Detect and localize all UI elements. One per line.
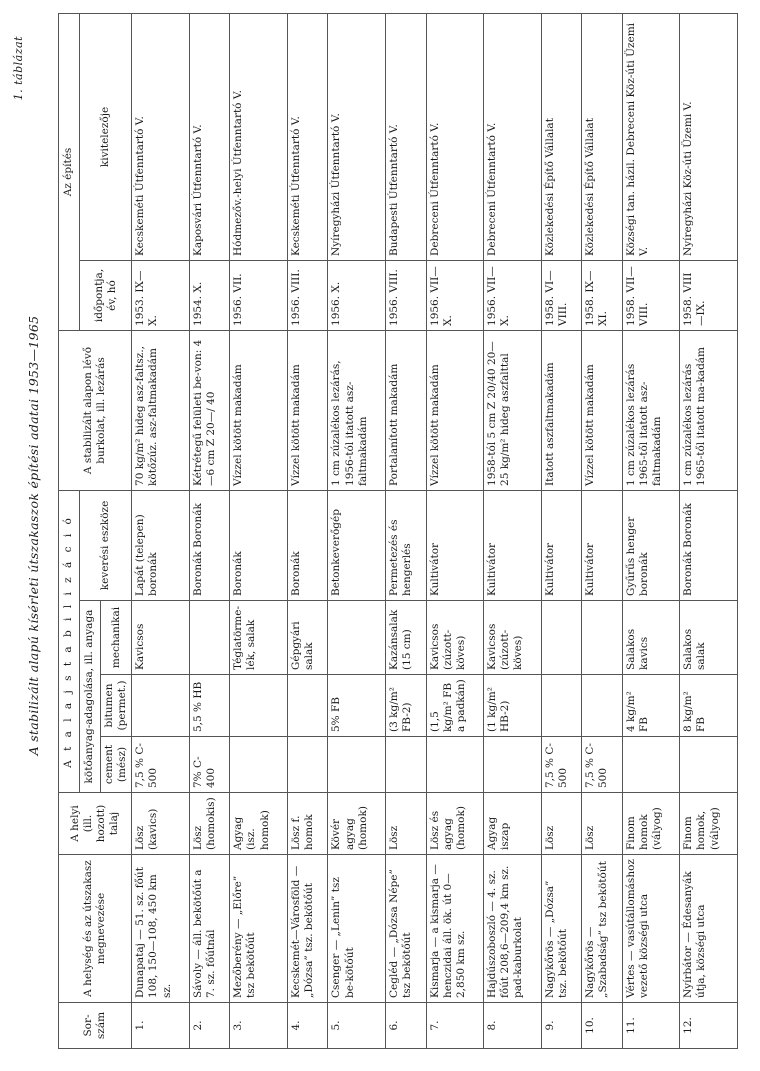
cell-mechanical: Salakos salak (680, 601, 738, 675)
cell-no: 8. (484, 1003, 542, 1049)
cell-bitumen: 5,5 % HB (189, 675, 230, 737)
table-title: A stabilizált alapú kísérleti útszakaszok építési adatai 1953—1965 (26, 315, 41, 756)
cell-date: 1958. VIII—IX. (680, 260, 738, 330)
table-row (287, 13, 328, 1048)
cell-mechanical (328, 601, 386, 675)
cell-soil: Lösz (541, 793, 582, 855)
cell-mixing: Lapát (telepen) boronák (132, 490, 190, 600)
cell-contractor: Debreceni Útfenntartó V. (484, 13, 542, 260)
cell-cement (426, 737, 484, 793)
cell-cement: 7,5 % C-500 (132, 737, 190, 793)
cell-no: 4. (287, 1003, 328, 1049)
cell-date: 1956. VII—X. (426, 260, 484, 330)
header-bitumen: bitumen (permet.) (101, 675, 132, 737)
cell-contractor: Községi tan. házil. Debreceni Köz-úti Üzemi V. (622, 13, 680, 260)
cell-contractor: Nyíregyházi Köz-úti Üzemi V. (680, 13, 738, 260)
cell-mechanical: Salakos kavics (622, 601, 680, 675)
cell-date: 1953. IX—X. (132, 260, 190, 330)
cell-contractor: Közlekedési Építő Vállalat (541, 13, 582, 260)
cell-location: Kecskemét—Városföld — „Dózsa” tsz. bekötőút (287, 855, 328, 1003)
cell-cement (287, 737, 328, 793)
cell-no: 3. (230, 1003, 288, 1049)
cell-surface: 70 kg/m² hideg asz-faltsz., kötőzúz. asz-faltmakadám (132, 330, 190, 490)
construction-data-table (58, 13, 738, 1049)
header-soil: A helyi (ill. hozott) talaj (59, 793, 132, 855)
cell-soil: Lösz (kavics) (132, 793, 190, 855)
table-row (386, 13, 427, 1048)
cell-soil: Agyag (isz. homok) (230, 793, 288, 855)
cell-mechanical (189, 601, 230, 675)
cell-soil: Finom homok (vályog) (622, 793, 680, 855)
table-row (189, 13, 230, 1048)
cell-bitumen: (1 kg/m² HB-2) (484, 675, 542, 737)
cell-no: 12. (680, 1003, 738, 1049)
cell-mechanical: Kavicsos (zúzott-köves) (484, 601, 542, 675)
cell-soil: Finom homok, (vályog) (680, 793, 738, 855)
table-row (132, 13, 190, 1048)
table-row (230, 13, 288, 1048)
cell-mechanical: Kazánsalak (15 cm) (386, 601, 427, 675)
table-row (582, 13, 623, 1048)
cell-surface: 1 cm zúzalékos lezárás 1965-től itatott asz-faltmakadám (622, 330, 680, 490)
cell-mechanical (582, 601, 623, 675)
cell-surface: Vízzel kötött makadám (582, 330, 623, 490)
cell-location: Hajdúszoboszló — 4. sz. főút 208,6—209,4 km sz. pad-kaburkolat (484, 855, 542, 1003)
cell-mixing: Betonkeverőgép (328, 490, 386, 600)
cell-surface: Vízzel kötött makadám (426, 330, 484, 490)
table-row (328, 13, 386, 1048)
cell-contractor: Debreceni Útfenntartó V. (426, 13, 484, 260)
cell-bitumen: 5% FB (328, 675, 386, 737)
cell-mechanical: Kavicsos (132, 601, 190, 675)
cell-contractor: Budapesti Útfenntartó V. (386, 13, 427, 260)
cell-location: Nyírbátor — Édesanyák útja, községi utca (680, 855, 738, 1003)
header-no: Sor-szám (59, 1003, 132, 1049)
cell-surface: Itatott aszfaltmakadám (541, 330, 582, 490)
cell-contractor: Hódmezőv.-helyi Útfenntartó V. (230, 13, 288, 260)
cell-cement (328, 737, 386, 793)
cell-soil: Lösz f. homok (287, 793, 328, 855)
cell-mixing: Boronák Boronák (680, 490, 738, 600)
table-row (541, 13, 582, 1048)
cell-surface: 1958-tól 5 cm Z 20/40 20—25 kg/m² hideg aszfalttal (484, 330, 542, 490)
cell-surface: Portalanított makadám (386, 330, 427, 490)
header-stabilization: A t a l a j s t a b i l i z á c i ó (59, 490, 80, 792)
cell-location: Cegléd — „Dózsa Népe” tsz bekötőút (386, 855, 427, 1003)
cell-location: Csenger — „Lenin” tsz be-kötőút (328, 855, 386, 1003)
header-location: A helység és az útszakasz megnevezése (59, 855, 132, 1003)
cell-cement: 7% C-400 (189, 737, 230, 793)
cell-soil: Lösz és agyag (homok) (426, 793, 484, 855)
cell-cement: 7,5 % C-500 (541, 737, 582, 793)
cell-bitumen: 4 kg/m² FB (622, 675, 680, 737)
cell-soil: Lösz (582, 793, 623, 855)
cell-bitumen (541, 675, 582, 737)
cell-no: 9. (541, 1003, 582, 1049)
cell-location: Kismarja — a kismarja — henczidai áll. ök. út 0—2,850 km sz. (426, 855, 484, 1003)
cell-mixing: Kultivátor (582, 490, 623, 600)
cell-surface: Kétrétegű felületi be-von: 4—6 cm Z 20—/ 40 (189, 330, 230, 490)
cell-cement (230, 737, 288, 793)
cell-bitumen (132, 675, 190, 737)
table-row (622, 13, 680, 1048)
cell-mixing: Gyűrűs henger boronák (622, 490, 680, 600)
cell-no: 10. (582, 1003, 623, 1049)
cell-date: 1958. VII—VIII. (622, 260, 680, 330)
cell-mixing: Kultivátor (541, 490, 582, 600)
table-caption: 1. táblázat (12, 36, 25, 101)
cell-contractor: Nyíregyházi Útfenntartó V. (328, 13, 386, 260)
cell-date: 1956. X. (328, 260, 386, 330)
cell-cement: 7,5 % C-500 (582, 737, 623, 793)
cell-contractor: Kecskeméti Útfenntartó V. (132, 13, 190, 260)
cell-date: 1956. VIII. (287, 260, 328, 330)
cell-no: 2. (189, 1003, 230, 1049)
cell-location: Mezőberény — „Előre” tsz bekötőút (230, 855, 288, 1003)
header-binder-group: kötőanyag-adagolása, ill. anyaga (80, 601, 101, 793)
cell-bitumen (287, 675, 328, 737)
cell-bitumen: (3 kg/m² FB-2) (386, 675, 427, 737)
cell-no: 7. (426, 1003, 484, 1049)
header-construction: Az építés (59, 13, 80, 330)
cell-bitumen (582, 675, 623, 737)
cell-soil: Lösz (386, 793, 427, 855)
cell-mixing: Boronák Boronák (189, 490, 230, 600)
cell-soil: Kövér agyag (homok) (328, 793, 386, 855)
cell-mixing: Kultivátor (426, 490, 484, 600)
table-body (132, 13, 738, 1048)
cell-mixing: Kultivátor (484, 490, 542, 600)
cell-soil: Agyag iszap (484, 793, 542, 855)
cell-contractor: Kaposvári Útfenntartó V. (189, 13, 230, 260)
cell-location: Dunapataj — 51. sz. főút 108, 150—108, 450 km sz. (132, 855, 190, 1003)
cell-location: Nagykőrös — „Dózsa” tsz. bekötőút (541, 855, 582, 1003)
header-cement: cement (mész) (101, 737, 132, 793)
cell-mechanical: Téglatörme-lék, salak (230, 601, 288, 675)
cell-date: 1956. VIII. (386, 260, 427, 330)
cell-no: 6. (386, 1003, 427, 1049)
cell-date: 1956. VII. (230, 260, 288, 330)
cell-mixing: Boronák (230, 490, 288, 600)
cell-no: 1. (132, 1003, 190, 1049)
cell-cement (386, 737, 427, 793)
cell-surface: Vízzel kötött makadám (230, 330, 288, 490)
cell-location: Sávoly — áll. bekötőút a 7. sz. főútnál (189, 855, 230, 1003)
cell-date: 1954. X. (189, 260, 230, 330)
header-mechanical: mechanikai (101, 601, 132, 675)
cell-mechanical (541, 601, 582, 675)
header-surface: A stabilizált alapon lévő burkolat, ill. lezárás (59, 330, 132, 490)
cell-mixing: Boronák (287, 490, 328, 600)
cell-no: 11. (622, 1003, 680, 1049)
header-mixing: keverési eszköze (80, 490, 132, 600)
cell-no: 5. (328, 1003, 386, 1049)
cell-cement (680, 737, 738, 793)
cell-cement (622, 737, 680, 793)
cell-surface: 1 cm zúzalékos lezárás, 1956-tól itatott asz-faltmakadám (328, 330, 386, 490)
cell-bitumen: 8 kg/m² FB (680, 675, 738, 737)
cell-cement (484, 737, 542, 793)
cell-location: Nagykőrös — „Szabadság” tsz bekötőút (582, 855, 623, 1003)
header-contractor: kivitelezője (80, 13, 132, 260)
cell-surface: 1 cm zúzalékos lezárás 1965-től itatott ma-kadám (680, 330, 738, 490)
cell-soil: Lösz (homokis) (189, 793, 230, 855)
header-date: időpontja, év, hó (80, 260, 132, 330)
cell-location: Vértes — vasútállomáshoz vezető községi utca (622, 855, 680, 1003)
table-row (426, 13, 484, 1048)
cell-mechanical: Gépgyári salak (287, 601, 328, 675)
cell-date: 1956. VII—X. (484, 260, 542, 330)
cell-contractor: Kecskeméti Útfenntartó V. (287, 13, 328, 260)
cell-date: 1958. IX—XI. (582, 260, 623, 330)
cell-date: 1958. VI—VIII. (541, 260, 582, 330)
cell-bitumen (230, 675, 288, 737)
cell-mechanical: Kavicsos (zúzott-köves) (426, 601, 484, 675)
table-row (680, 13, 738, 1048)
cell-surface: Vízzel kötött makadám (287, 330, 328, 490)
cell-contractor: Közlekedési Építő Vállalat (582, 13, 623, 260)
cell-mixing: Permetezés és hengerlés (386, 490, 427, 600)
table-row (484, 13, 542, 1048)
cell-bitumen: (1,5 kg/m² FB a padkán) (426, 675, 484, 737)
